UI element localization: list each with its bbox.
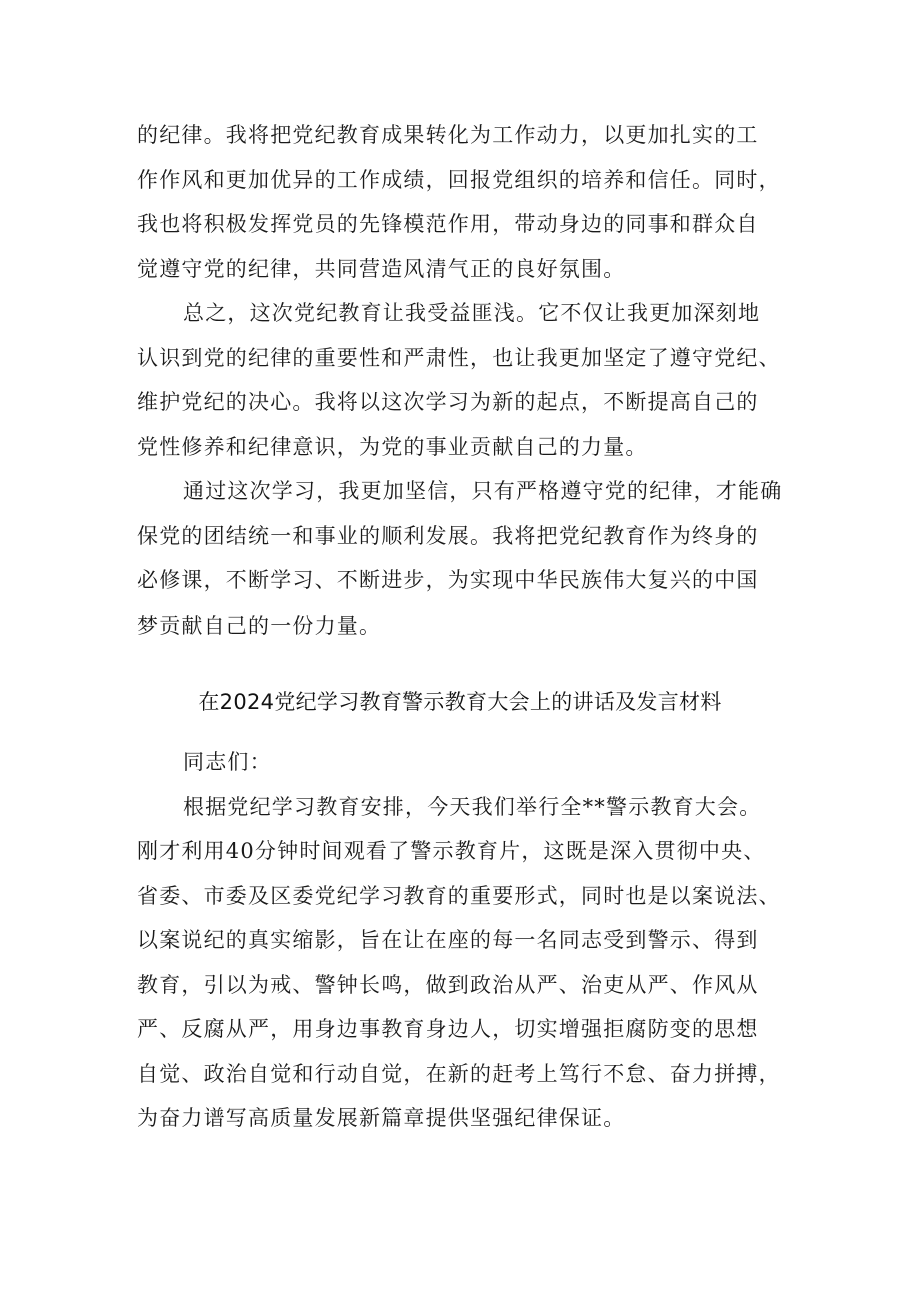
closing-paragraphs xyxy=(137,113,797,603)
text-line: 党性修养和纪律意识，为党的事业贡献自己的力量。 xyxy=(137,434,648,459)
text-line: 通过这次学习，我更加坚信，只有严格遵守党的纪律，才能确 xyxy=(183,479,783,503)
text-line: 为奋力谱写高质量发展新篇章提供坚强纪律保证。 xyxy=(137,1106,626,1130)
text-line: 自觉、政治自觉和行动自觉，在新的赶考上笃行不怠、奋力拼搏， xyxy=(137,1061,781,1086)
text-line: 认识到党的纪律的重要性和严肃性，也让我更加坚定了遵守党纪、 xyxy=(137,345,781,370)
text-line: 以案说纪的真实缩影，旨在让在座的每一名同志受到警示、得到 xyxy=(137,928,759,952)
text-line: 作作风和更加优异的工作成绩，回报党组织的培养和信任。同时， xyxy=(137,167,781,192)
text-line: 严、反腐从严，用身边事教育身边人，切实增强拒腐防变的思想 xyxy=(137,1017,759,1041)
text-line: 刚才利用40分钟时间观看了警示教育片，这既是深入贯彻中央、 xyxy=(137,839,766,863)
text-line: 必修课，不断学习、不断进步，为实现中华民族伟大复兴的中国 xyxy=(137,568,759,592)
salutation: 同志们： xyxy=(183,750,272,774)
text-line: 根据党纪学习教育安排，今天我们举行全**警示教育大会。 xyxy=(183,794,762,819)
text-line: 我也将积极发挥党员的先锋模范作用，带动身边的同事和群众自 xyxy=(137,212,759,236)
text-line: 的纪律。我将把党纪教育成果转化为工作动力，以更加扎实的工 xyxy=(137,123,759,147)
text-line: 觉遵守党的纪律，共同营造风清气正的良好氛围。 xyxy=(137,256,626,281)
text-line: 总之，这次党纪教育让我受益匪浅。它不仅让我更加深刻地 xyxy=(183,301,761,325)
text-line: 维护党纪的决心。我将以这次学习为新的起点，不断提高自己的 xyxy=(137,390,759,414)
text-line: 省委、市委及区委党纪学习教育的重要形式，同时也是以案说法、 xyxy=(137,883,781,908)
speech-body xyxy=(137,740,797,1141)
section-heading: 在2024党纪学习教育警示教育大会上的讲话及发言材料 xyxy=(198,690,722,714)
closing-paragraph-end xyxy=(137,604,797,649)
text-line: 保党的团结统一和事业的顺利发展。我将把党纪教育作为终身的 xyxy=(137,523,759,548)
text-line: 梦贡献自己的一份力量。 xyxy=(137,614,382,638)
text-line: 教育，引以为戒、警钟长鸣，做到政治从严、治吏从严、作风从 xyxy=(137,972,759,997)
